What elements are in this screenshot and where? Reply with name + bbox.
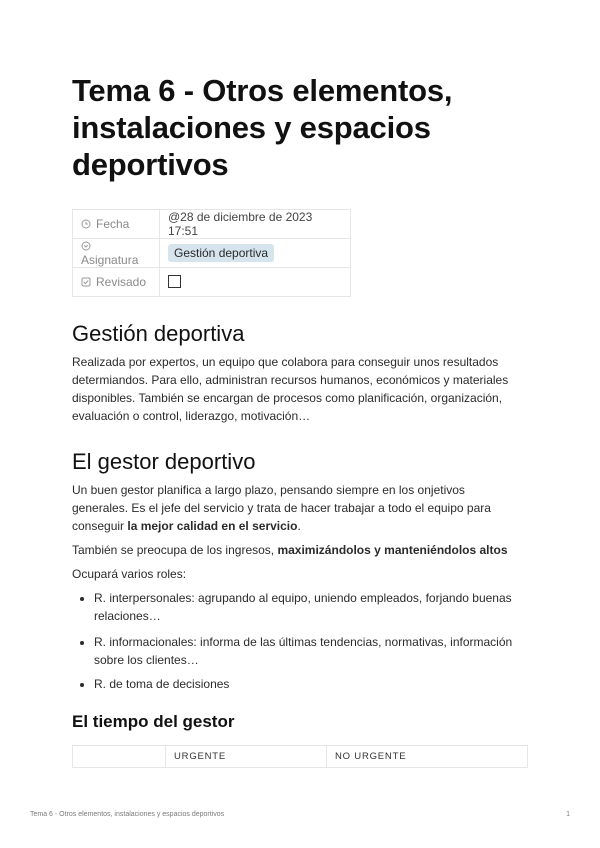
property-key-label: Asignatura	[81, 253, 139, 267]
text-line: generales. Es el jefe del servicio y trata de hacer trabajar a todo el equipo para	[72, 501, 491, 515]
property-row-fecha	[73, 210, 351, 239]
text-line: R. informacionales: informa de las últimas tendencias, normativas, información	[94, 635, 513, 649]
page-title	[72, 72, 528, 183]
page-footer	[30, 811, 570, 818]
list-item	[94, 633, 528, 669]
text-line: relaciones…	[94, 609, 161, 623]
text-fragment: También se preocupa de los ingresos,	[72, 543, 278, 557]
property-row-asignatura	[73, 239, 351, 268]
checkbox-icon	[81, 277, 91, 287]
property-value	[160, 268, 351, 297]
bold-text: maximizándolos y manteniéndolos altos	[277, 543, 508, 557]
text-line: determiandos. Para ello, administran recursos humanos, económicos y materiales	[72, 373, 509, 387]
clock-icon	[81, 219, 91, 229]
text-line: R. interpersonales: agrupando al equipo, uniendo empleados, forjando buenas	[94, 591, 512, 605]
text-fragment: .	[297, 519, 301, 533]
text-line: evaluación o control, liderazgo, motivación…	[72, 409, 311, 423]
text-line: Un buen gestor planifica a largo plazo, pensando siempre en los onjetivos	[72, 483, 465, 497]
section-paragraph	[72, 541, 528, 559]
urgency-table	[72, 745, 528, 768]
property-key-label: Fecha	[96, 217, 130, 231]
page-number: 1	[566, 811, 570, 818]
text-line: disponibles. También se encargan de procesos como planificación, organización,	[72, 391, 503, 405]
table-header-cell	[73, 746, 166, 768]
title-line: deportivos	[72, 147, 229, 182]
property-value	[160, 239, 351, 268]
section-paragraph	[72, 481, 528, 535]
document-page	[72, 72, 528, 768]
text-line: R. de toma de decisiones	[94, 677, 230, 691]
property-key	[73, 239, 160, 268]
table-header-row	[73, 746, 528, 768]
bold-text: la mejor calidad en el servicio	[127, 519, 298, 533]
table-header-cell: NO URGENTE	[327, 746, 528, 768]
table-header-cell: URGENTE	[166, 746, 327, 768]
section-heading-gestor: El gestor deportivo	[72, 449, 256, 474]
section-heading-gestion: Gestión deportiva	[72, 321, 245, 346]
list-item	[94, 589, 528, 625]
section-paragraph	[72, 353, 528, 425]
revisado-checkbox[interactable]	[168, 275, 181, 288]
property-key	[73, 268, 160, 297]
property-row-revisado	[73, 268, 351, 297]
section-heading-tiempo: El tiempo del gestor	[72, 712, 235, 731]
property-key-label: Revisado	[96, 275, 147, 289]
text-line: sobre los clientes…	[94, 653, 199, 667]
property-key	[73, 210, 160, 239]
list-item	[94, 675, 528, 693]
properties-table	[72, 209, 351, 297]
section-paragraph: Ocupará varios roles:	[72, 567, 187, 581]
text-fragment: conseguir	[72, 519, 128, 533]
footer-doc-title: Tema 6 - Otros elementos, instalaciones y espacios deportivos	[30, 811, 225, 818]
subject-tag[interactable]: Gestión deportiva	[168, 244, 274, 262]
roles-list	[72, 589, 528, 693]
title-line: Tema 6 - Otros elementos,	[72, 73, 453, 108]
select-icon	[81, 241, 91, 251]
title-line: instalaciones y espacios	[72, 110, 431, 145]
text-line: Realizada por expertos, un equipo que colabora para conseguir unos resultados	[72, 355, 499, 369]
property-value: @28 de diciembre de 2023 17:51	[160, 210, 351, 239]
